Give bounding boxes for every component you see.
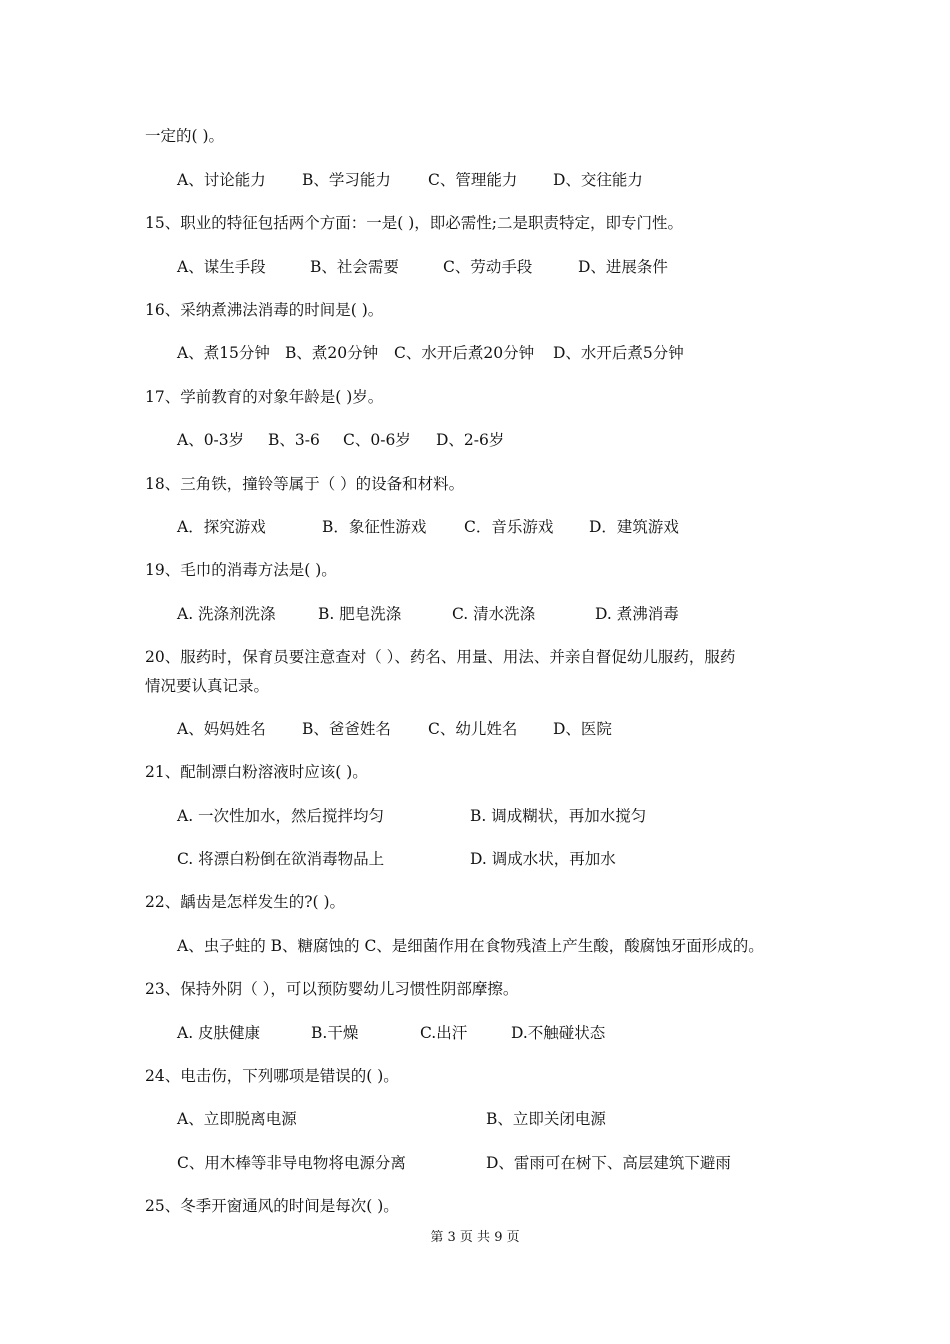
question-17: 17、学前教育的对象年龄是( )岁。 [145, 388, 384, 406]
option-c: C、0-6岁 [343, 431, 411, 449]
option-d: D．建筑游戏 [589, 518, 679, 536]
question-15: 15、职业的特征包括两个方面：一是( )，即必需性;二是职责特定，即专门性。 [145, 214, 683, 232]
option-a: A．探究游戏 [177, 518, 266, 536]
option-c: C.出汗 [420, 1024, 468, 1042]
option-c: C、幼儿姓名 [428, 720, 518, 738]
option-b: B．象征性游戏 [322, 518, 427, 536]
option-a: A、煮15分钟 [177, 344, 270, 362]
question-24: 24、电击伤，下列哪项是错误的( )。 [145, 1067, 399, 1085]
option-b: B、3-6 [268, 431, 320, 449]
option-b: B、立即关闭电源 [486, 1110, 606, 1128]
question-20-line-1: 20、服药时，保育员要注意查对（ ）、药名、用量、用法、并亲自督促幼儿服药，服药 [145, 648, 736, 666]
option-a: A. 一次性加水，然后搅拌均匀 [177, 807, 385, 825]
question-21: 21、配制漂白粉溶液时应该( )。 [145, 763, 368, 781]
option-d: D、雷雨可在树下、高层建筑下避雨 [486, 1154, 731, 1172]
option-d: D、交往能力 [553, 171, 643, 189]
option-c: C、用木棒等非导电物将电源分离 [177, 1154, 406, 1172]
option-c: C、管理能力 [428, 171, 518, 189]
option-a: A、妈妈姓名 [177, 720, 266, 738]
question-20-line-2: 情况要认真记录。 [145, 677, 270, 695]
option-c: C．音乐游戏 [464, 518, 554, 536]
option-b: B、学习能力 [302, 171, 391, 189]
option-d: D. 煮沸消毒 [595, 605, 679, 623]
option-d: D、2-6岁 [436, 431, 505, 449]
question-23: 23、保持外阴（ ），可以预防婴幼儿习惯性阴部摩擦。 [145, 980, 519, 998]
question-25: 25、冬季开窗通风的时间是每次( )。 [145, 1197, 399, 1215]
option-d: D.不触碰状态 [511, 1024, 606, 1042]
option-a: A. 皮肤健康 [177, 1024, 261, 1042]
page-number-footer: 第 3 页 共 9 页 [430, 1230, 520, 1245]
option-d: D、水开后煮5分钟 [553, 344, 684, 362]
option-a: A. 洗涤剂洗涤 [177, 605, 276, 623]
option-a: A、讨论能力 [177, 171, 266, 189]
question-19: 19、毛巾的消毒方法是( )。 [145, 561, 337, 579]
option-b: B、爸爸姓名 [302, 720, 391, 738]
option-c: C、水开后煮20分钟 [394, 344, 535, 362]
option-a: A、0-3岁 [177, 431, 245, 449]
option-b: B、煮20分钟 [285, 344, 379, 362]
question-16: 16、采纳煮沸法消毒的时间是( )。 [145, 301, 384, 319]
option-b: B、社会需要 [310, 258, 399, 276]
option-d: D、进展条件 [578, 258, 668, 276]
option-a: A、谋生手段 [177, 258, 266, 276]
option-b: B. 肥皂洗涤 [318, 605, 402, 623]
question-22: 22、龋齿是怎样发生的?( )。 [145, 893, 346, 911]
option-d: D、医院 [553, 720, 612, 738]
option-d: D. 调成水状，再加水 [470, 850, 616, 868]
option-c: C. 将漂白粉倒在欲消毒物品上 [177, 850, 385, 868]
option-c: C. 清水洗涤 [452, 605, 536, 623]
question-22-options: A、虫子蛀的 B、糖腐蚀的 C、是细菌作用在食物残渣上产生酸，酸腐蚀牙面形成的。 [177, 937, 764, 955]
option-a: A、立即脱离电源 [177, 1110, 297, 1128]
option-b: B.干燥 [311, 1024, 359, 1042]
question-18: 18、三角铁，撞铃等属于（ ）的设备和材料。 [145, 475, 465, 493]
option-b: B. 调成糊状，再加水搅匀 [470, 807, 647, 825]
option-c: C、劳动手段 [443, 258, 533, 276]
question-14-tail: 一定的( )。 [145, 127, 225, 145]
